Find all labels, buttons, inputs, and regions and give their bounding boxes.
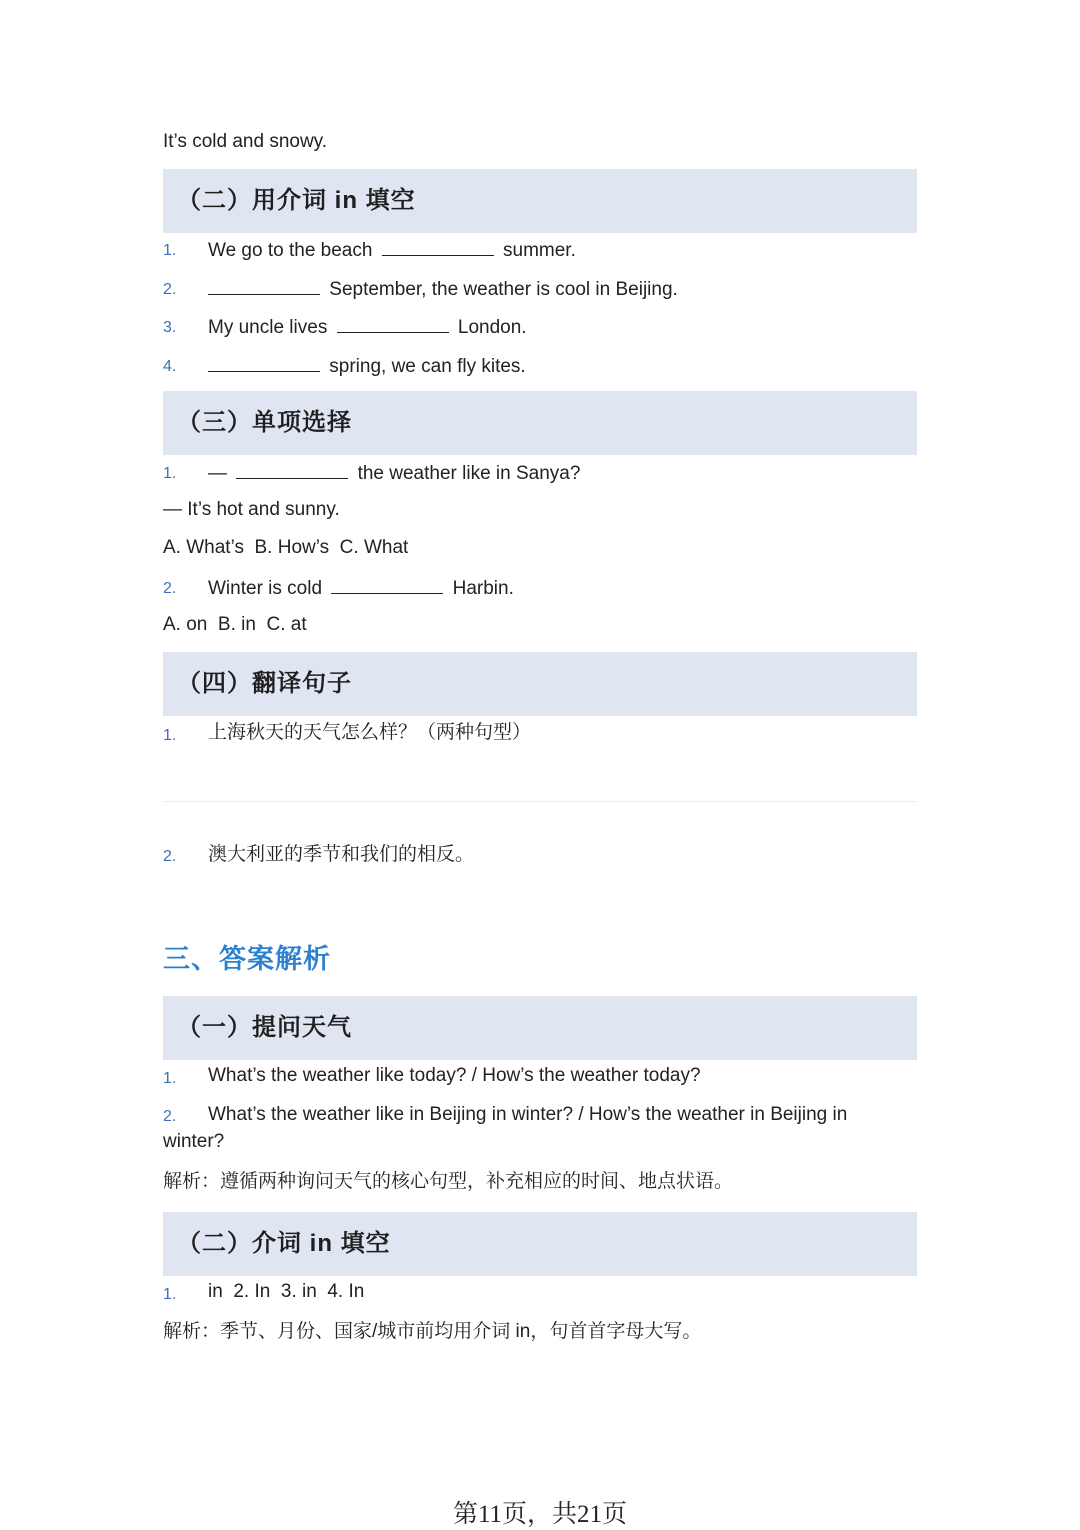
answer-space-divider (163, 801, 917, 802)
section-header-translation (163, 652, 917, 716)
fill-blank[interactable] (337, 314, 449, 333)
answers-heading: 三、答案解析 (163, 944, 331, 974)
fill-blank[interactable] (208, 353, 320, 372)
item-number: 4. (163, 358, 177, 375)
section-title: （四）翻译句子 (177, 670, 352, 697)
item-text-continued: winter? (163, 1131, 225, 1152)
options-line: A. What’s B. How’s C. What (163, 537, 409, 558)
item-number: 1. (163, 1286, 177, 1303)
item-text (208, 575, 514, 601)
item-number: 2. (163, 848, 177, 865)
fill-blank[interactable] (382, 237, 494, 256)
item-text-after: Harbin. (452, 578, 514, 599)
item-text-after: September, the weather is cool in Beijing. (329, 279, 678, 300)
item-text (208, 353, 526, 379)
item-text-after: London. (457, 317, 527, 338)
intro-line: It’s cold and snowy. (163, 131, 328, 152)
item-text: 上海秋天的天气怎么样？（两种句型） (208, 722, 532, 743)
item-text-after: summer. (503, 240, 576, 261)
item-text (208, 314, 527, 340)
item-text (208, 237, 576, 263)
analysis-text: 解析：季节、月份、国家/城市前均用介词 in，句首首字母大写。 (163, 1321, 702, 1342)
item-number: 2. (163, 1108, 177, 1125)
section-title: （一）提问天气 (177, 1014, 352, 1041)
item-number: 1. (163, 1070, 177, 1087)
item-text-after: the weather like in Sanya? (357, 463, 581, 484)
item-number: 2. (163, 281, 177, 298)
fill-blank[interactable] (331, 575, 443, 594)
item-number: 3. (163, 319, 177, 336)
item-text: What’s the weather like in Beijing in winter? / How’s the weather in Beijing in (208, 1104, 848, 1125)
section-header-prepositions (163, 169, 917, 233)
item-text: What’s the weather like today? / How’s the weather today? (208, 1065, 701, 1086)
item-text: 澳大利亚的季节和我们的相反。 (208, 844, 475, 865)
item-text-after: spring, we can fly kites. (329, 356, 526, 377)
page-footer: 第11页，共21页 (452, 1501, 628, 1528)
item-text (208, 460, 580, 486)
section-header-answer-prepositions (163, 1212, 917, 1276)
item-number: 1. (163, 727, 177, 744)
section-header-multiple-choice (163, 391, 917, 455)
item-text-before: My uncle lives (208, 317, 328, 338)
section-header-answer-weather (163, 996, 917, 1060)
section-title: （二）介词 in 填空 (177, 1230, 391, 1257)
item-text-before: Winter is cold (208, 578, 323, 599)
item-number: 1. (163, 242, 177, 259)
item-text: in 2. In 3. in 4. In (208, 1281, 365, 1302)
item-number: 2. (163, 580, 177, 597)
fill-blank[interactable] (236, 460, 348, 479)
options-line: A. on B. in C. at (163, 614, 307, 635)
analysis-text: 解析：遵循两种询问天气的核心句型，补充相应的时间、地点状语。 (163, 1171, 734, 1192)
section-title: （三）单项选择 (177, 409, 352, 436)
dash-mark: — (208, 463, 227, 484)
item-text (208, 276, 678, 302)
item-text-before: We go to the beach (208, 240, 373, 261)
answer-line: — It’s hot and sunny. (163, 499, 340, 520)
fill-blank[interactable] (208, 276, 320, 295)
section-title: （二）用介词 in 填空 (177, 187, 416, 214)
item-number: 1. (163, 465, 177, 482)
